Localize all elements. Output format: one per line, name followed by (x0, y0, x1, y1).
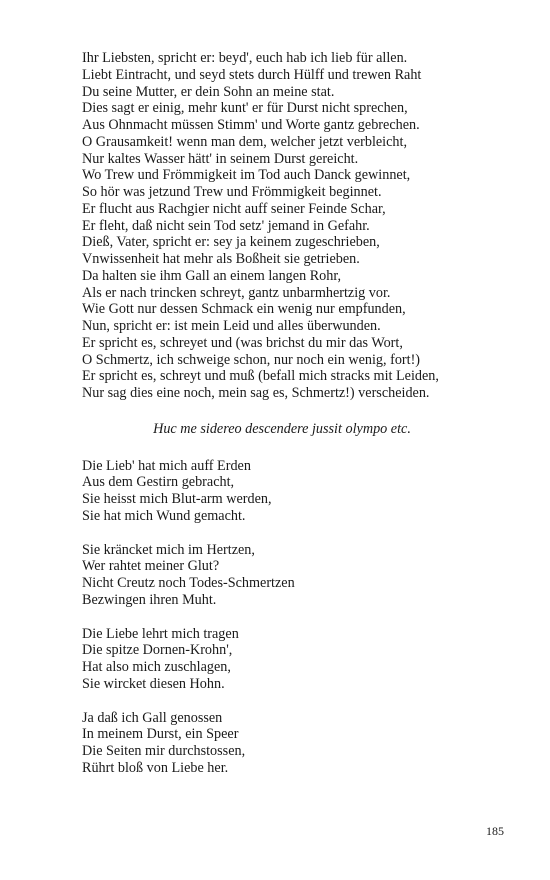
page-number: 185 (486, 824, 504, 838)
verse-line: Als er nach trincken schreyt, gantz unbarmhertzig vor. (82, 284, 391, 301)
verse-line: Da halten sie ihm Gall an einem langen Rohr, (82, 267, 342, 284)
verse-line: O Schmertz, ich schweige schon, nur noch ein wenig, fort!) (82, 351, 421, 368)
verse-line: Vnwissenheit hat mehr als Boßheit sie getrieben. (82, 251, 360, 267)
poem-text (82, 50, 522, 794)
stanza-line: Sie kräncket mich im Hertzen, (82, 541, 255, 558)
verse-line: So hör was jetzund Trew und Frömmigkeit beginnet. (82, 184, 382, 200)
verse-line: O Grausamkeit! wenn man dem, welcher jetzt verbleicht, (82, 133, 408, 150)
stanza-line: Sie heisst mich Blut-arm werden, (82, 491, 272, 507)
verse-line: Er fleht, daß nicht sein Tod setz' jemand in Gefahr. (82, 217, 370, 234)
stanza-line: Bezwingen ihren Muht. (82, 591, 217, 608)
latin-motto: Huc me sidereo descendere jussit olympo etc. (153, 420, 411, 437)
stanza-line: Rührt bloß von Liebe her. (82, 759, 229, 776)
stanza-line: Sie wircket diesen Hohn. (82, 675, 225, 692)
stanza-line: Wer rahtet meiner Glut? (82, 558, 220, 575)
verse-line: Du seine Mutter, er dein Sohn an meine stat. (82, 83, 335, 100)
stanza-line: Die spitze Dornen-Krohn', (82, 642, 233, 659)
verse-line: Dies sagt er einig, mehr kunt' er für Durst nicht sprechen, (82, 100, 408, 117)
stanza-line: Aus dem Gestirn gebracht, (82, 474, 235, 491)
stanza-line: Die Seiten mir durchstossen, (82, 743, 246, 759)
stanza-line: Hat also mich zuschlagen, (82, 659, 231, 675)
narrative-verse (82, 50, 522, 402)
stanza-3 (82, 626, 522, 693)
verse-line: Wie Gott nur dessen Schmack ein wenig nur empfunden, (82, 301, 406, 318)
verse-line: Er flucht aus Rachgier nicht auff seiner Feinde Schar, (82, 200, 386, 217)
verse-line: Nur sag dies eine noch, mein sag es, Schmertz!) verscheiden. (82, 385, 430, 401)
stanza-2 (82, 542, 522, 609)
stanza-line: Die Lieb' hat mich auff Erden (82, 457, 251, 474)
stanza-line: Sie hat mich Wund gemacht. (82, 507, 246, 524)
stanza-line: Ja daß ich Gall genossen (82, 709, 223, 726)
verse-line: Er spricht es, schreyt und muß (befall mich stracks mit Leiden, (82, 368, 439, 385)
verse-line: Wo Trew und Frömmigkeit im Tod auch Danck gewinnet, (82, 167, 411, 184)
verse-line: Nun, spricht er: ist mein Leid und alles überwunden. (82, 318, 381, 334)
stanza-line: Nicht Creutz noch Todes-Schmertzen (82, 575, 295, 591)
verse-line: Nur kaltes Wasser hätt' in seinem Durst gereicht. (82, 150, 359, 167)
verse-line: Aus Ohnmacht müssen Stimm' und Worte gantz gebrechen. (82, 117, 420, 133)
stanza-4 (82, 710, 522, 777)
stanza-line: In meinem Durst, ein Speer (82, 726, 239, 743)
verse-line: Ihr Liebsten, spricht er: beyd', euch hab ich lieb für allen. (82, 50, 408, 66)
stanza-line: Die Liebe lehrt mich tragen (82, 625, 239, 642)
verse-line: Liebt Eintracht, und seyd stets durch Hülff und trewen Raht (82, 66, 422, 83)
verse-line: Er spricht es, schreyet und (was brichst du mir das Wort, (82, 334, 403, 351)
verse-line: Dieß, Vater, spricht er: sey ja keinem zugeschrieben, (82, 234, 380, 251)
stanza-1 (82, 458, 522, 525)
